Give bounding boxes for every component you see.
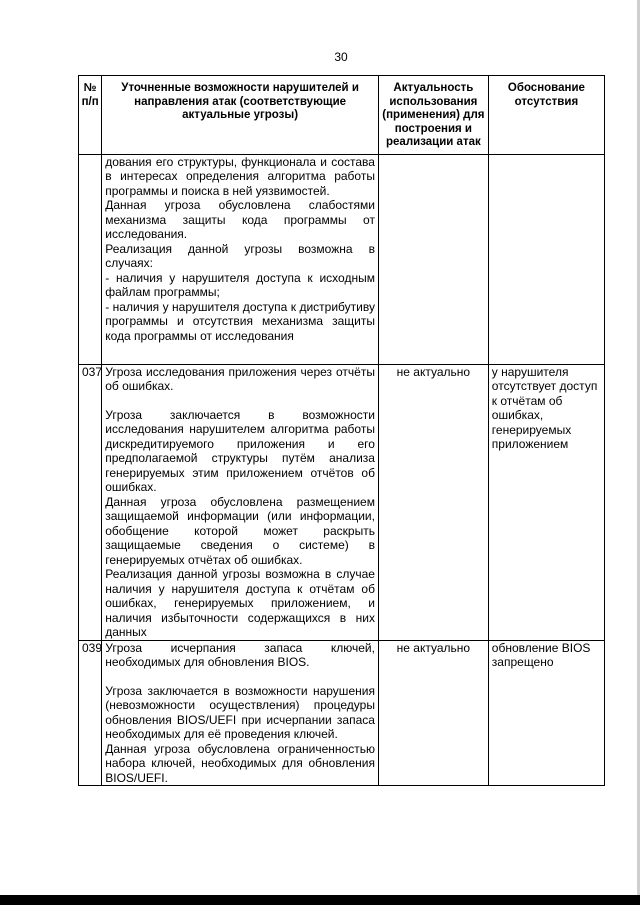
row-number: 037 <box>79 364 102 640</box>
row-justification: обновление BIOS запрещено <box>488 640 604 786</box>
continuation-num <box>79 154 102 364</box>
continuation-paragraph: - наличия у нарушителя доступа к исходным файлам программы; <box>105 270 375 299</box>
row-actuality: не актуально <box>378 364 488 640</box>
table-header-row <box>79 76 605 155</box>
continuation-paragraph: Данная угроза обусловлена слабостями механизма защиты кода программы от исследования. <box>105 198 375 241</box>
header-actuality: Актуальность использования (применения) для построения и реализации атак <box>378 76 488 155</box>
header-description: Уточненные возможности нарушителей и направления атак (соответствующие актуальные угрозы) <box>102 76 379 155</box>
threat-paragraph: Данная угроза обусловлена размещением защищаемой информации (или информации, обобщение которой может раскрыть защищаемые сведения о системе) в генерируемых отчётах об ошибках. <box>105 494 375 567</box>
page-number: 30 <box>334 50 348 64</box>
header-justification: Обоснование отсутствия <box>488 76 604 155</box>
continuation-row <box>79 154 605 364</box>
continuation-paragraph: Реализация данной угрозы возможна в случаях: <box>105 241 375 270</box>
row-description <box>102 640 379 786</box>
continuation-justification <box>488 154 604 364</box>
continuation-actuality <box>378 154 488 364</box>
threat-title: Угроза исследования приложения через отчёты об ошибках. <box>105 364 375 393</box>
continuation-paragraph: - наличия у нарушителя доступа к дистрибутиву программы и отсутствия механизма защиты кода программы от исследования <box>105 299 375 343</box>
row-actuality: не актуально <box>378 640 488 786</box>
row-justification: у нарушителя отсутствует доступ к отчётам об ошибках, генерируемых приложением <box>488 364 604 640</box>
threat-paragraph: Реализация данной угрозы возможна в случае наличия у нарушителя доступа к отчётам об ошибках, генерируемых приложением, и наличия избыточности содержащихся в них данных <box>105 567 375 639</box>
row-description <box>102 364 379 640</box>
scan-edge-bottom <box>0 895 640 905</box>
threat-paragraph: Данная угроза обусловлена ограниченностью набора ключей, необходимых для обновления BIOS/UEFI. <box>105 741 375 785</box>
row-number: 039 <box>79 640 102 786</box>
header-num: № п/п <box>79 76 102 155</box>
threat-paragraph: Угроза заключается в возможности исследования нарушителем алгоритма работы дискредитируемого приложения и его предполагаемой структуры путём анализа генерируемых этим приложением отчётов об ошибках. <box>105 407 375 494</box>
threats-table <box>78 75 605 786</box>
table-row-037 <box>79 364 605 640</box>
continuation-description <box>102 154 379 364</box>
threat-title: Угроза исчерпания запаса ключей, необходимых для обновления BIOS. <box>105 640 375 669</box>
threat-paragraph: Угроза заключается в возможности нарушения (невозможности осуществления) процедуры обновления BIOS/UEFI при исчерпании запаса необходимых для её проведения ключей. <box>105 683 375 741</box>
table-row-039 <box>79 640 605 786</box>
continuation-paragraph: дования его структуры, функционала и состава в интересах определения алгоритма работы программы и поиска в ней уязвимостей. <box>105 154 375 198</box>
